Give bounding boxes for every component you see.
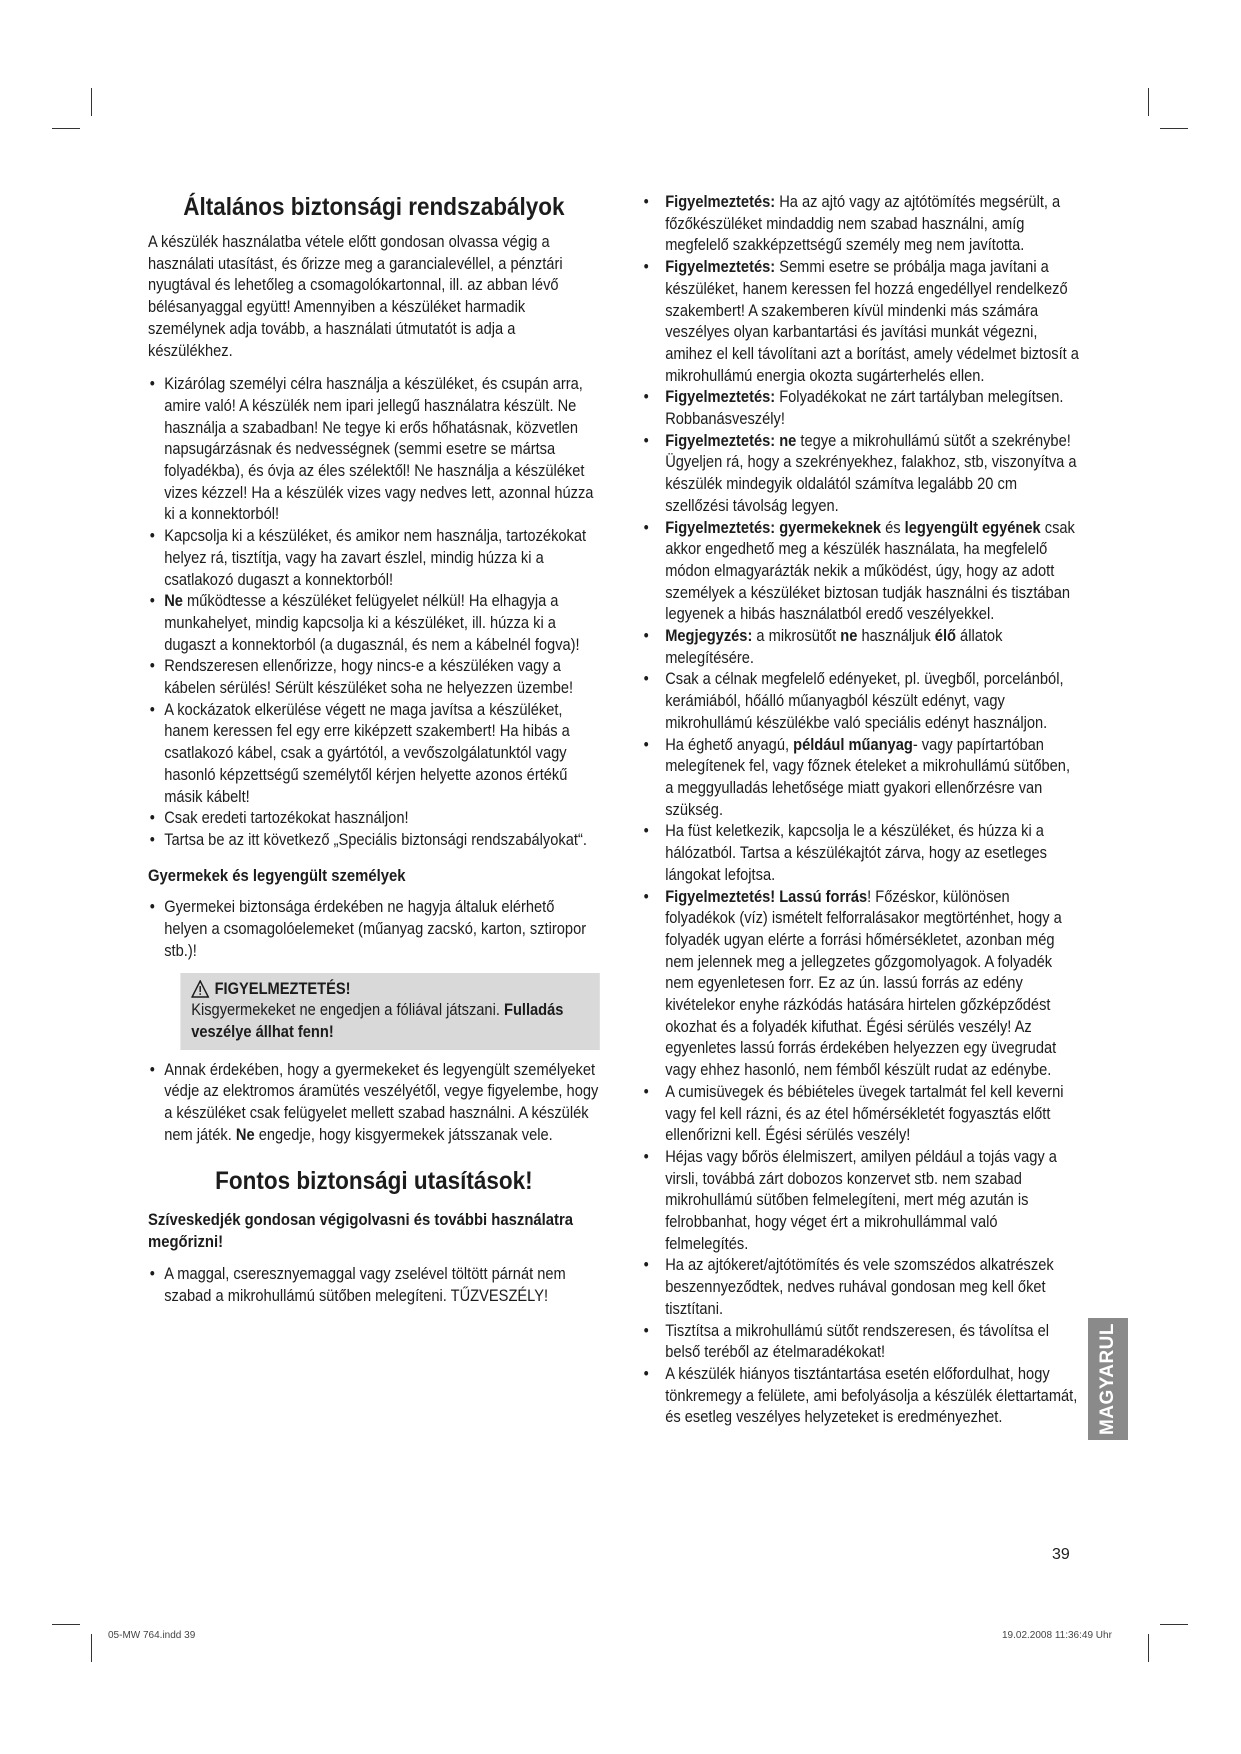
- list-item: • Gyermekei biztonsága érdekében ne hagyja általuk elérhető helyen a csomagolóelemeket (műanyag zacskó, karton, sztiropor stb.)!: [148, 897, 600, 962]
- warning-triangle-icon: [191, 980, 209, 998]
- section-heading-children: Gyermekek és legyengült személyek: [148, 866, 406, 885]
- list-item: • A maggal, cseresznyemaggal vagy zselével töltött párnát nem szabad a mikrohullámú sütőben melegíteni. TŰZVESZÉLY!: [148, 1264, 600, 1307]
- language-tab-label: MAGYARUL: [1097, 1322, 1118, 1436]
- list-item: • Figyelmeztetés: Semmi esetre se próbálja maga javítani a készüléket, hanem keressen fel hozzá engedéllyel rendelkező szakembert! A szakemberen kívül mindenki más számára veszélyes olyan karbantartási és javítási munkát végezni, amihez el kell távolítani azt a borítást, amely védelmet biztosít a mikrohullámú energia okozta sugárterhelés ellen.: [640, 257, 1082, 387]
- list-item: • Figyelmeztetés: Ha az ajtó vagy az ajtótömítés megsérült, a főzőkészüléket mindaddig nem szabad használni, amíg megfelelő szakképzettségű személy meg nem javította.: [640, 192, 1082, 257]
- warning-box: [180, 973, 599, 1050]
- right-column: [640, 192, 1082, 1437]
- list-item: • Annak érdekében, hogy a gyermekeket és legyengült személyeket védje az elektromos áramütés veszélyétől, vegye figyelembe, hogy a készüléket csak felügyelet mellett szabad használni. A készülék nem játék. Ne engedje, hogy kisgyermekek játsszanak vele.: [148, 1060, 600, 1147]
- emphasis: Ne: [235, 1125, 255, 1144]
- important-list: [148, 1264, 600, 1307]
- section-title-important: Fontos biztonsági utasítások!: [215, 1167, 533, 1196]
- list-item: • Tisztítsa a mikrohullámú sütőt rendszeresen, és távolítsa el belső teréből az ételmaradékokat!: [640, 1321, 1082, 1364]
- safety-list: [640, 192, 1082, 1429]
- footer-file-info: 05-MW 764.indd 39: [108, 1630, 196, 1641]
- footer-timestamp: 19.02.2008 11:36:49 Uhr: [1002, 1630, 1112, 1641]
- list-item: • Kizárólag személyi célra használja a készüléket, és csupán arra, amire való! A készülék nem ipari jellegű használatra készült. Ne használja a szabadban! Ne tegye ki erős hőhatásnak, közvetlen napsugárzásnak és nedvességnek (semmi esetre se mártsa folyadékba), és óvja az éles szélektől! Ne használja a készüléket vizes kézzel! Ha a készülék vizes vagy nedves lett, azonnal húzza ki a konnektorból!: [148, 374, 600, 526]
- page-number: 39: [1052, 1546, 1070, 1563]
- warning-emphasis: Fulladás veszélye állhat fenn!: [191, 1001, 564, 1041]
- list-item: • Figyelmeztetés: ne tegye a mikrohullámú sütőt a szekrénybe! Ügyeljen rá, hogy a szekrényekhez, falakhoz, stb, viszonyítva a készülék mindegyik oldalától számítva legalább 20 cm szellőzési távolság legyen.: [640, 431, 1082, 518]
- list-item: • Ha füst keletkezik, kapcsolja le a készüléket, és húzza ki a hálózatból. Tartsa a készülékajtót zárva, hogy az esetleges lángokat lefojtsa.: [640, 821, 1082, 886]
- children-list: [148, 897, 600, 962]
- list-item: • Figyelmeztetés! Lassú forrás! Főzéskor, különösen folyadékok (víz) ismételt felforralásakor megtörténhet, hogy a folyadék ugyan elérte a forrási hőmérsékletet, azonban még nem jelennek meg a jellegzetes gőzgomolyagok. A folyadék nem egyenletesen forr. Ez az ún. lassú forrás az edény kivételekor enyhe rázkódás hatására hirtelen gőzképződést okozhat és a folyadék kifuthat. Égési sérülés veszély! Az egyenletes lassú forrás érdekében helyezzen egy üvegrudat vagy ehhez hasonló, nem fémből készült rudat az edénybe.: [640, 887, 1082, 1082]
- list-item: • Megjegyzés: a mikrosütőt ne használjuk élő állatok melegítésére.: [640, 626, 1082, 669]
- intro-paragraph: A készülék használatba vétele előtt gondosan olvassa végig a használati utasítást, és őrizze meg a garancialevéllel, a pénztári nyugtával és lehetőleg a csomagolókartonnal, ill. az abban lévő bélésanyaggal együtt! Amennyiben a készüléket harmadik személynek adja tovább, a használati útmutatót is adja a készülékhez.: [148, 233, 563, 360]
- list-item-text: működtesse a készüléket felügyelet nélkül! Ha elhagyja a munkahelyet, mindig kapcsolja ki a készüléket, ill. húzza ki a dugaszt a konnektorból (a dugasznál, és nem a kábelnél fogva)!: [164, 592, 580, 654]
- emphasis: Ne: [164, 592, 183, 611]
- list-item: • A cumisüvegek és bébiételes üvegek tartalmát fel kell keverni vagy fel kell rázni, és az étel hőmérsékletét fogyasztás előtt ellenőrizni kell. Égési sérülés veszély!: [640, 1082, 1082, 1147]
- list-item: • Héjas vagy bőrös élelmiszert, amilyen például a tojás vagy a virsli, továbbá zárt dobozos konzervet stb. nem szabad mikrohullámú sütőben felmelegíteni, mert még azután is felrobbanhat, hogy véget ért a mikrohullámmal való felmelegítés.: [640, 1147, 1082, 1256]
- list-item: • A kockázatok elkerülése végett ne maga javítsa a készüléket, hanem keressen fel egy erre kiképzett szakembert! Ha hibás a csatlakozó kábel, csak a gyártótól, a vevőszolgálatunktól vagy hasonló képzettségű személytől kérjen helyette azonos értékű másik kábelt!: [148, 700, 600, 809]
- crop-mark: [1148, 1634, 1149, 1662]
- list-item: • Figyelmeztetés: gyermekeknek és legyengült egyének csak akkor engedhető meg a készülék használata, ha megfelelő módon elmagyarázták nekik a működést, úgy, hogy az adott személyek a készüléket biztosan tudják használni és tisztában legyenek a hibás használatból eredő veszélyekkel.: [640, 518, 1082, 627]
- crop-mark: [52, 128, 80, 129]
- crop-mark: [52, 1624, 80, 1625]
- warning-title: [191, 979, 591, 1001]
- warning-text: Kisgyermekeket ne engedjen a fóliával játszani. Fulladás veszélye állhat fenn!: [191, 1001, 564, 1041]
- crop-mark: [1160, 128, 1188, 129]
- list-item: • A készülék hiányos tisztántartása esetén előfordulhat, hogy tönkremegy a felülete, ami befolyásolja a készülék élettartamát, és esetleg veszélyes helyzeteket is eredményezhet.: [640, 1364, 1082, 1429]
- warning-title-text: FIGYELMEZTETÉS!: [214, 979, 351, 998]
- crop-mark: [1148, 88, 1149, 116]
- language-tab: [1088, 1318, 1128, 1440]
- important-subtitle: Szíveskedjék gondosan végigolvasni és további használatra megőrizni!: [148, 1211, 574, 1252]
- list-item: • Ha éghető anyagú, például műanyag- vagy papírtartóban melegítenek fel, vagy főznek ételeket a mikrohullámú sütőben, a meggyulladás lehetősége miatt gyakori ellenőrzésre van szükség.: [640, 735, 1082, 822]
- general-rules-list: [148, 374, 600, 851]
- list-item: • Csak eredeti tartozékokat használjon!: [148, 808, 600, 830]
- crop-mark: [91, 88, 92, 116]
- crop-mark: [1160, 1624, 1188, 1625]
- list-item: • Tartsa be az itt következő „Speciális biztonsági rendszabályokat“.: [148, 830, 600, 852]
- page-title: Általános biztonsági rendszabályok: [183, 193, 565, 221]
- left-column: [148, 192, 600, 1315]
- list-item: • Ha az ajtókeret/ajtótömítés és vele szomszédos alkatrészek beszennyeződtek, nedves ruhával gondosan meg kell őket tisztítani.: [640, 1255, 1082, 1320]
- list-item: • Rendszeresen ellenőrizze, hogy nincs-e a készüléken vagy a kábelen sérülés! Sérült készüléket soha ne helyezzen üzembe!: [148, 656, 600, 699]
- list-item: • Csak a célnak megfelelő edényeket, pl. üvegből, porcelánból, kerámiából, hőálló műanyagból készült edényt, vagy mikrohullámú készülékbe való speciális edényt használjon.: [640, 669, 1082, 734]
- crop-mark: [91, 1634, 92, 1662]
- list-item: [148, 591, 600, 656]
- list-item: • Figyelmeztetés: Folyadékokat ne zárt tartályban melegítsen. Robbanásveszély!: [640, 387, 1082, 430]
- list-item: • Kapcsolja ki a készüléket, és amikor nem használja, tartozékokat helyez rá, tisztítja, vagy ha zavart észlel, mindig húzza ki a csatlakozó dugaszt a konnektorból!: [148, 526, 600, 591]
- children-list-2: [148, 1060, 600, 1147]
